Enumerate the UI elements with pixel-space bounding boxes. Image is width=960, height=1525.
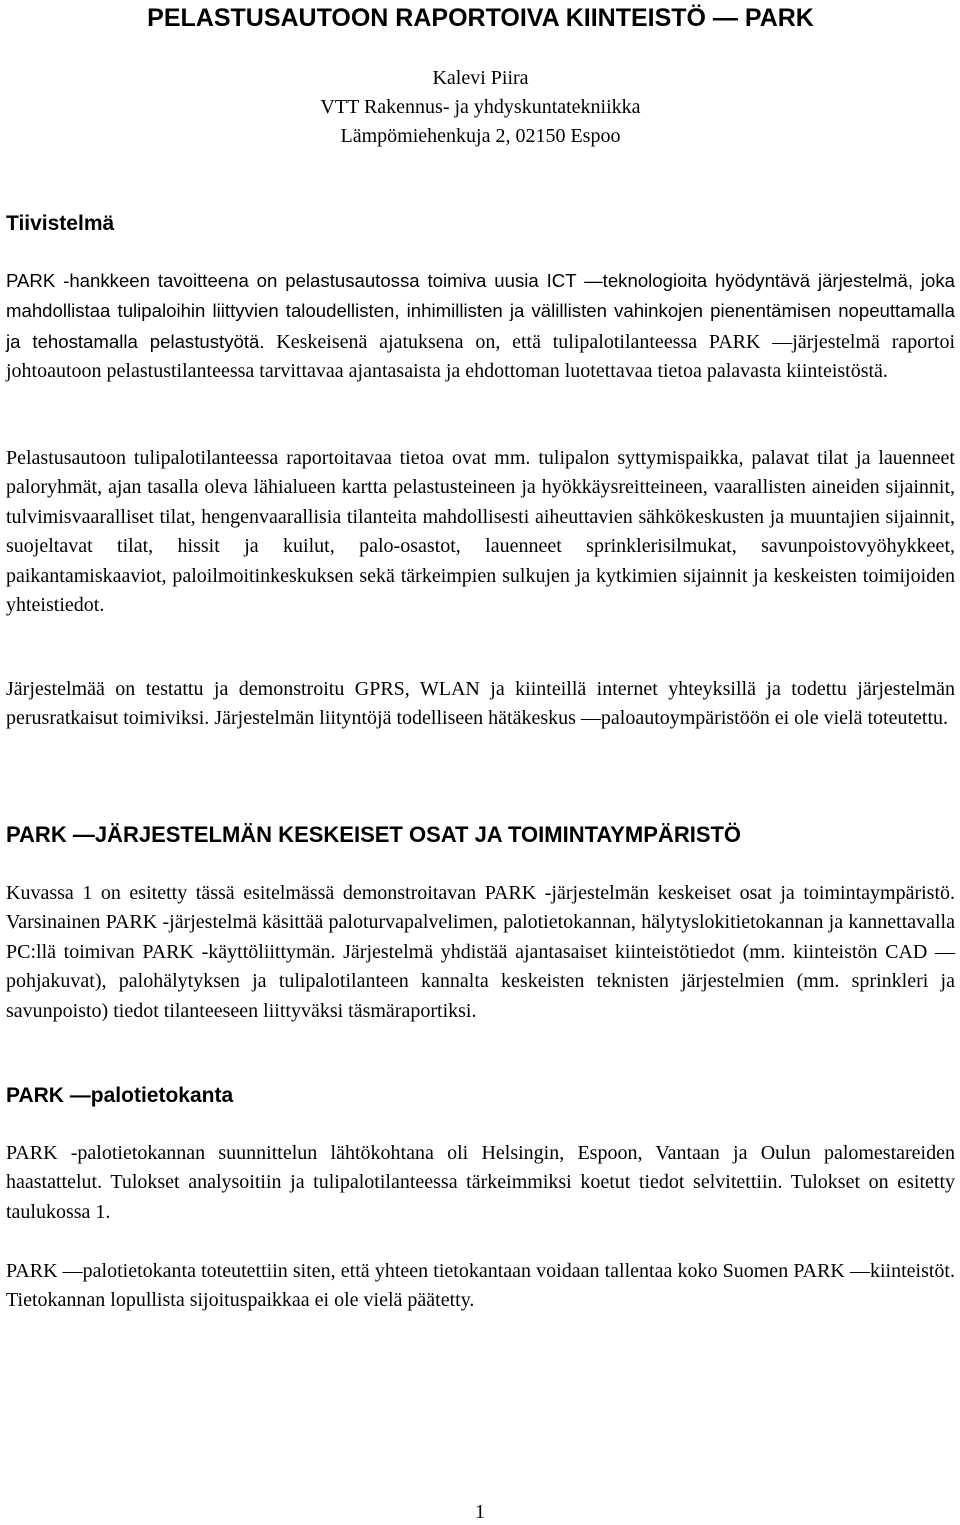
- author-address: Lämpömiehenkuja 2, 02150 Espoo: [340, 125, 621, 147]
- author-affiliation: VTT Rakennus- ja yhdyskuntatekniikka: [320, 96, 641, 118]
- abstract-paragraph-1-sans: PARK -hankkeen tavoitteena on pelastusautossa toimiva uusia ICT —teknologioita hyödyntävä järjestelmä, joka mahdollistaa tulipaloihin liittyvien taloudellisten, inhimillisten ja välillisten vahinkojen pienentämisen nopeuttamalla ja tehostamalla pelastustyötä.: [6, 270, 955, 352]
- abstract-paragraph-3: Järjestelmää on testattu ja demonstroitu GPRS, WLAN ja kiinteillä internet yhteyksillä ja todettu järjestelmän perusratkaisut toimiviksi. Järjestelmän liityntöjä todelliseen hätäkeskus —paloautoympäristöön ei ole vielä toteutettu.: [6, 678, 955, 730]
- document-title: PELASTUSAUTOON RAPORTOIVA KIINTEISTÖ — PARK: [147, 4, 814, 32]
- page-number: 1: [475, 1501, 485, 1523]
- author-name: Kalevi Piira: [432, 67, 529, 89]
- section-heading-components: PARK —JÄRJESTELMÄN KESKEISET OSAT JA TOIMINTAYMPÄRISTÖ: [6, 822, 742, 847]
- section-heading-database: PARK —palotietokanta: [6, 1084, 234, 1107]
- section-database-paragraph-1: PARK -palotietokannan suunnittelun lähtökohtana oli Helsingin, Espoon, Vantaan ja Oulun palomestareiden haastattelut. Tulokset analysoitiin ja tulipalotilanteessa tärkeimmiksi koetut tiedot selvitettiin. Tulokset on esitetty taulukossa 1.: [6, 1142, 955, 1223]
- section-database-paragraph-2: PARK —palotietokanta toteutettiin siten, että yhteen tietokantaan voidaan tallentaa koko Suomen PARK —kiinteistöt. Tietokannan lopullista sijoituspaikkaa ei ole vielä päätetty.: [6, 1260, 955, 1312]
- abstract-heading: Tiivistelmä: [6, 212, 115, 235]
- abstract-paragraph-1: [6, 266, 955, 387]
- abstract-paragraph-2: Pelastusautoon tulipalotilanteessa raportoitavaa tietoa ovat mm. tulipalon syttymispaikka, palavat tilat ja lauenneet paloryhmät, ajan tasalla oleva lähialueen kartta pelastusteineen ja hyökkäysreitteineen, vaarallisten aineiden sijainnit, tulvimisvaaralliset tilat, hengenvaarallisia tilanteita mahdollisesti aiheuttavien sähkökeskusten ja muuntajien sijainnit, suojeltavat tilat, hissit ja kuilut, palo-osastot, lauenneet sprinklerisilmukat, savunpoistovyöhykkeet, paikantamiskaaviot, paloilmoitinkeskuksen sekä tärkeimpien sulkujen ja kytkimien sijainnit ja keskeisten toimijoiden yhteistiedot.: [6, 447, 955, 617]
- author-block: [6, 64, 955, 151]
- section-components-paragraph: Kuvassa 1 on esitetty tässä esitelmässä demonstroitavan PARK -järjestelmän keskeiset osat ja toimintaympäristö. Varsinainen PARK -järjestelmä käsittää paloturvapalvelimen, palotietokannan, hälytyslokitietokannan ja kannettavalla PC:llä toimivan PARK -käyttöliittymän. Järjestelmä yhdistää ajantasaiset kiinteistötiedot (mm. kiinteistön CAD —pohjakuvat), palohälytyksen ja tulipalotilanteen kannalta keskeisten teknisten järjestelmien (mm. sprinkleri ja savunpoisto) tiedot tilanteeseen liittyväksi täsmäraportiksi.: [6, 882, 955, 1022]
- abstract-paragraph-1-serif: Keskeisenä ajatuksena on, että tulipalotilanteessa PARK —järjestelmä raportoi johtoautoon pelastustilanteessa tarvittavaa ajantasaista ja ehdottoman luotettavaa tietoa palavasta kiinteistöstä.: [6, 330, 956, 383]
